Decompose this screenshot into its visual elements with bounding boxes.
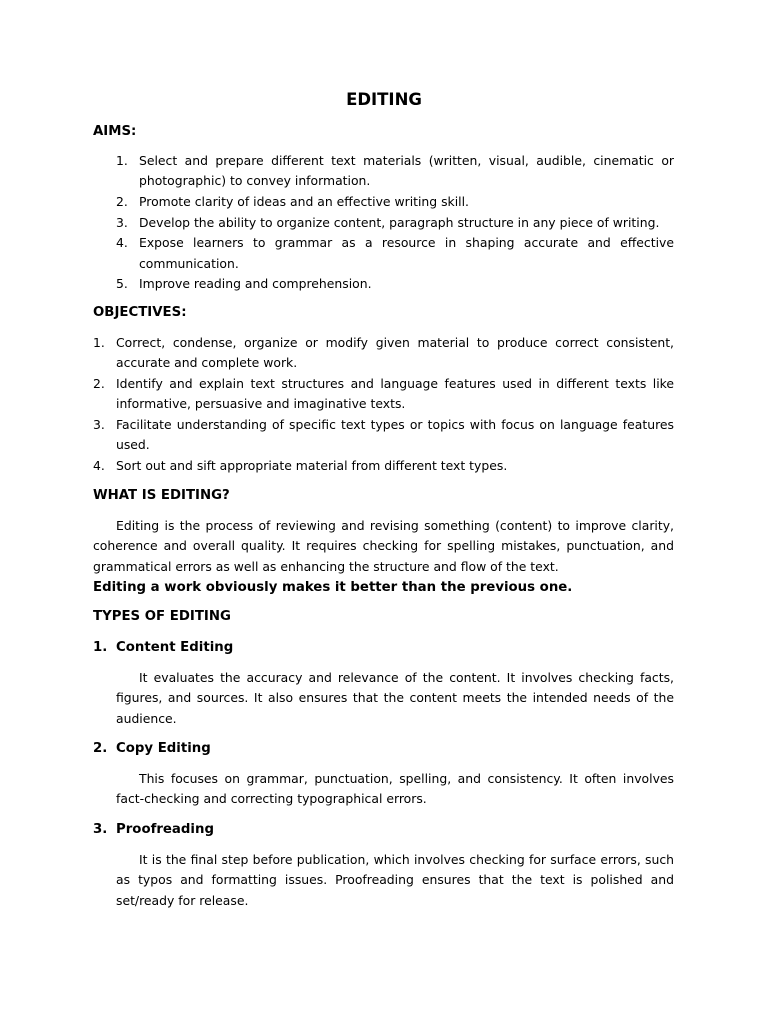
list-number: 1. bbox=[116, 153, 128, 168]
list-number: 4. bbox=[116, 235, 128, 251]
list-item bbox=[93, 415, 674, 456]
type-title: Copy Editing bbox=[116, 741, 211, 756]
list-item bbox=[93, 333, 674, 374]
list-number: 2. bbox=[116, 193, 128, 209]
list-number: 1. bbox=[93, 335, 105, 350]
aims-heading: AIMS: bbox=[93, 124, 137, 139]
proofreading-paragraph: It is the final step before publication, which involves checking for surface errors, such as typos and formatting issues. Proofreading ensures that the text is polished and set/ready for release. bbox=[116, 852, 674, 908]
type-number: 2. bbox=[93, 741, 108, 756]
type-heading-proofreading bbox=[93, 820, 214, 840]
types-of-editing-heading: TYPES OF EDITING bbox=[93, 609, 231, 624]
list-number: 4. bbox=[93, 457, 105, 473]
list-item bbox=[116, 274, 674, 294]
content-editing-paragraph: It evaluates the accuracy and relevance of the content. It involves checking facts, figures, and sources. It also ensures that the content meets the intended needs of the audience. bbox=[116, 670, 674, 726]
list-number: 3. bbox=[93, 416, 105, 432]
type-heading-content-editing bbox=[93, 638, 233, 658]
list-item bbox=[116, 151, 674, 192]
type-title: Proofreading bbox=[116, 822, 214, 837]
type-number: 3. bbox=[93, 822, 108, 837]
list-text: Facilitate understanding of specific text types or topics with focus on language features used. bbox=[116, 416, 674, 453]
list-text: Sort out and sift appropriate material from different text types. bbox=[116, 457, 508, 473]
list-text: Improve reading and comprehension. bbox=[139, 276, 372, 292]
list-item bbox=[93, 374, 674, 415]
list-text: Identify and explain text structures and language features used in different texts like informative, persuasive and imaginative texts. bbox=[116, 375, 674, 412]
list-item bbox=[116, 233, 674, 274]
list-number: 5. bbox=[116, 276, 128, 292]
list-number: 3. bbox=[116, 214, 128, 230]
type-number: 1. bbox=[93, 640, 108, 655]
type-heading-copy-editing bbox=[93, 739, 211, 759]
list-item bbox=[93, 456, 674, 476]
list-text: Promote clarity of ideas and an effective writing skill. bbox=[139, 193, 469, 209]
list-text: Expose learners to grammar as a resource in shaping accurate and effective communication. bbox=[139, 235, 674, 271]
list-item bbox=[116, 213, 674, 233]
what-is-editing-heading: WHAT IS EDITING? bbox=[93, 488, 230, 503]
objectives-list bbox=[93, 333, 674, 477]
list-item bbox=[116, 192, 674, 212]
list-number: 2. bbox=[93, 375, 105, 391]
editing-definition-paragraph: Editing is the process of reviewing and revising something (content) to improve clarity, coherence and overall quality. It requires checking for spelling mistakes, punctuation, and grammatical errors as well as enhancing the structure and flow of the text. bbox=[93, 518, 674, 574]
type-title: Content Editing bbox=[116, 640, 234, 655]
objectives-heading: OBJECTIVES: bbox=[93, 305, 187, 320]
aims-list bbox=[116, 151, 674, 295]
list-text: Correct, condense, organize or modify given material to produce correct consistent, accurate and complete work. bbox=[116, 335, 674, 371]
list-text: Select and prepare different text materials (written, visual, audible, cinematic or photographic) to convey information. bbox=[139, 153, 674, 189]
copy-editing-paragraph: This focuses on grammar, punctuation, spelling, and consistency. It often involves fact-checking and correcting typographical errors. bbox=[116, 771, 674, 807]
list-text: Develop the ability to organize content, paragraph structure in any piece of writing. bbox=[139, 214, 660, 230]
editing-emphasis-sentence: Editing a work obviously makes it better than the previous one. bbox=[93, 580, 573, 595]
page-title: EDITING bbox=[346, 90, 422, 109]
